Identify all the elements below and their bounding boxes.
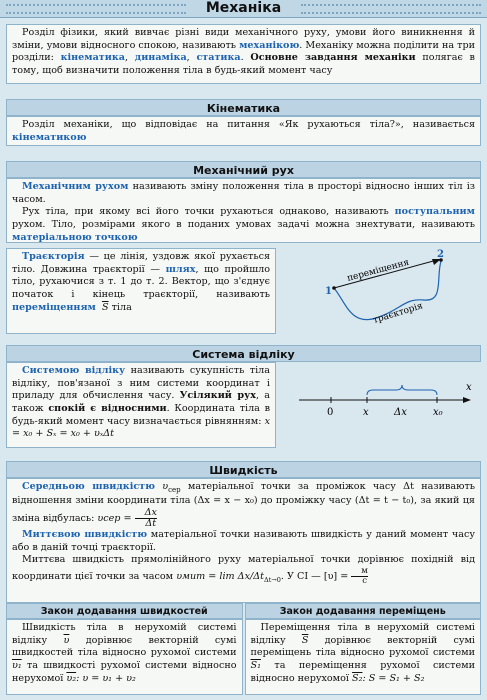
instant-speed-formula: υмит = lim Δx/Δt	[176, 570, 265, 582]
main-task-bold: Основне завдання механіки	[250, 52, 416, 64]
frame-row	[6, 362, 481, 448]
limit-subscript: Δt→0	[264, 575, 281, 584]
derivative-paragraph: Миттєва швидкість прямолінійного руху матеріальної точки дорівнює похідній від координати цієї точки за часом $\upsilon мит = \lim \Delta x/\Delta t_{\Delta t\to 0}$. У СІ — [υ] = м с	[12, 554, 475, 586]
axis-delta-x-label: Δx	[394, 407, 407, 418]
trajectory-row	[6, 248, 481, 334]
displacement-addition-text: Переміщення тіла в нерухомій системі відліку $\overline{S}$ дорівнює векторній сумі переміщень тіла відносно рухомої системи S₁ та переміщення рухомої системи відносно нерухомої S₂: S = S₁ + S₂	[250, 622, 475, 684]
speed-box	[6, 478, 481, 603]
kinematics-term: кінематикою	[12, 131, 87, 143]
coordinate-equation: x = x₀ + Sₓ = x₀ + υₓΔt	[12, 415, 270, 440]
frame-paragraph: Системою відліку називають сукупність тіла відліку, пов'язаної з ним системи координат і приладу для обчислення часу. Усілякий рух, а також спокій є відносними. Координата тіла в будь-який момент часу визначається рівнянням: x = x₀ + Sₓ = x₀ + υₓΔt	[12, 365, 271, 440]
axis-origin-label: 0	[327, 407, 334, 418]
displacement-addition-header: Закон додавання переміщень	[245, 603, 482, 619]
average-speed-formula: υсер =	[97, 512, 135, 524]
path-term: шлях	[165, 263, 196, 275]
rest-relative-bold: спокій є відносними	[48, 402, 167, 414]
instant-speed-paragraph: Миттєвою швидкістю матеріальної точки називають швидкість у даний момент часу або в даній точці траєкторії.	[12, 528, 475, 553]
axis-x-label: x	[363, 407, 369, 418]
mechanics-term: механікою	[239, 39, 300, 51]
x-axis-arrowhead	[463, 397, 471, 403]
point-2-label: 2	[437, 249, 444, 260]
frame-box	[6, 362, 276, 448]
intro-box	[6, 24, 481, 84]
motion-definition: Механічним рухом називають зміну положення тіла в просторі відносно інших тіл із часом.	[12, 181, 475, 205]
page-title: Механіка	[192, 0, 295, 17]
instant-speed-term: Миттєвою швидкістю	[22, 528, 148, 540]
displacement-vector-symbol: $\overline{S}$	[101, 301, 109, 313]
motion-term: Механічним рухом	[22, 181, 129, 192]
average-speed-paragraph: Середньою швидкістю $\upsilon_{сер}$ матеріальної точки за проміжок часу Δt називають відношення зміни координати тіла (Δx = x − x₀) до проміжку часу (Δt = t − t₀), за який ця зміна відбулась: υсер = $\frac{\Delta x}{\Delta t}$	[12, 481, 475, 529]
branch-kinematics: кінематика	[60, 52, 126, 64]
velocity-addition-header: Закон додавання швидкостей	[6, 603, 243, 619]
displacement-addition-equation: : S = S₁ + S₂	[362, 672, 425, 684]
kinematics-header: Кінематика	[6, 99, 481, 116]
kinematics-paragraph: Розділ механіки, що відповідає на питання «Як рухаються тіла?», називається кінематикою	[12, 119, 475, 143]
velocity-addition-equation: : υ = υ₁ + υ₂	[76, 672, 136, 684]
velocity-addition-column	[6, 603, 243, 695]
axis-figure	[291, 362, 481, 448]
speed-header: Швидкість	[6, 461, 481, 478]
point-1-label: 1	[325, 286, 332, 297]
displacement-addition-column	[245, 603, 482, 695]
trajectory-label: траєкторія	[371, 301, 425, 326]
velocity-addition-box	[6, 619, 243, 695]
point-1-marker	[332, 286, 336, 290]
translational-term: поступальним	[394, 206, 475, 218]
kinematics-box	[6, 116, 481, 146]
axis-x0-label: x₀	[433, 407, 443, 418]
frame-term: Системою відліку	[22, 365, 126, 376]
addition-laws	[6, 603, 481, 695]
title-bar	[0, 0, 487, 18]
branch-dynamics: динаміка	[134, 52, 187, 64]
displacement-term: переміщенням	[12, 301, 96, 313]
displacement-addition-box	[245, 619, 482, 695]
velocity-addition-text: Швидкість тіла в нерухомій системі відліку $\overline{\upsilon}$ дорівнює векторній сумі швидкостей тіла відносно рухомої системи υ₁ та швидкості рухомої системи відносно нерухомої υ₂: υ = υ₁ + υ₂	[12, 622, 237, 684]
si-unit-fraction: м с	[351, 567, 368, 586]
trajectory-paragraph: Траєкторія — це лінія, уздовж якої рухається тіло. Довжина траєкторії — шлях, що пройшло тіло, рухаючися з т. 1 до т. 2. Вектор, що з'єднує початок і кінець траєкторії, називають переміщенням $\overline{S}$ тіла	[12, 251, 270, 313]
trajectory-figure	[306, 248, 481, 334]
title-decoration-right	[301, 4, 481, 14]
trajectory-box	[6, 248, 276, 334]
intro-paragraph: Розділ фізики, який вивчає різні види механічного руху, умови його виникнення й зміни, умови відносного спокою, називають механікою. Механіку можна поділити на три розділи: кінематика, динаміка, статика. Основне завдання механіки полягає в тому, щоб визначити положення тіла в будь-який момент часу	[12, 27, 475, 76]
average-speed-term: Середньою швидкістю	[22, 481, 155, 492]
delta-x-brace	[367, 385, 437, 395]
trajectory-term: Траєкторія	[22, 251, 85, 262]
motion-box	[6, 178, 481, 243]
branch-statics: статика	[196, 52, 241, 64]
all-motion-bold: Усілякий рух	[179, 390, 257, 402]
axis-end-label: x	[466, 382, 472, 393]
motion-paragraph-2: Рух тіла, при якому всі його точки рухаються однаково, називають поступальним рухом. Тіло, розмірами якого в поданих умовах задачі можна знехтувати, називають матеріальною точкою	[12, 206, 475, 243]
frame-header: Система відліку	[6, 345, 481, 362]
displacement-label: переміщення	[346, 257, 411, 284]
material-point-term: матеріальною точкою	[12, 231, 138, 243]
average-speed-fraction: $\frac{\Delta x}{\Delta t}$	[135, 508, 157, 529]
motion-header: Механічний рух	[6, 161, 481, 178]
title-decoration-left	[6, 4, 186, 14]
